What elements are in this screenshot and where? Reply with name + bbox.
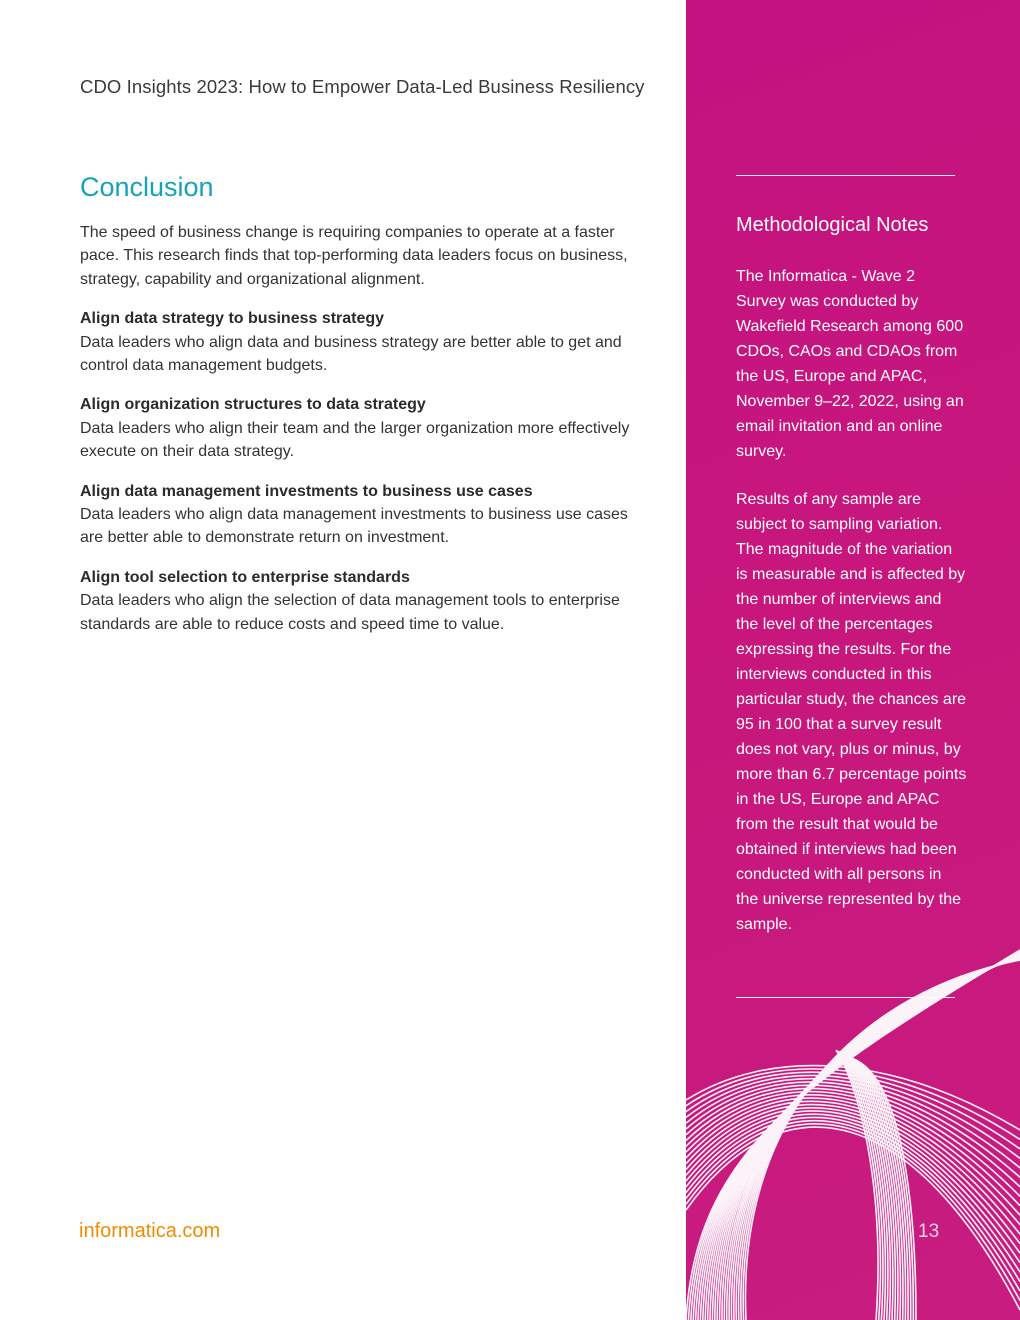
- document-header-title: CDO Insights 2023: How to Empower Data-Led Business Resiliency: [80, 76, 645, 97]
- methodology-paragraph: The Informatica - Wave 2 Survey was conducted by Wakefield Research among 600 CDOs, CAOs and CDAOs from the US, Europe and APAC, November 9–22, 2022, using an email invitation and an online survey.: [736, 268, 964, 460]
- wave-lines-decoration: [686, 930, 1020, 1320]
- conclusion-heading: Conclusion: [80, 172, 214, 202]
- methodology-paragraph: Results of any sample are subject to sampling variation. The magnitude of the variation is measurable and is affected by the number of interviews and the level of the percentages expressing the results. For the interviews conducted in this particular study, the chances are 95 in 100 that a survey result does not vary, plus or minus, by more than 6.7 percentage points in the US, Europe and APAC from the result that would be obtained if interviews had been conducted with all persons in the universe represented by the sample.: [736, 491, 967, 933]
- section-body: Data leaders who align data and business strategy are better able to get and control data management budgets.: [80, 333, 622, 375]
- informatica-website-link[interactable]: informatica.com: [79, 1220, 221, 1242]
- section-body: Data leaders who align their team and the larger organization more effectively execute on their data strategy.: [80, 419, 630, 461]
- section-investments: [80, 480, 640, 550]
- section-organization-structures: [80, 393, 640, 463]
- methodology-sidebar: [686, 0, 1020, 1320]
- page-number: 13: [918, 1221, 940, 1242]
- section-data-strategy: [80, 307, 640, 377]
- section-heading: Align tool selection to enterprise standards: [80, 568, 410, 586]
- sidebar-top-divider: [736, 175, 955, 176]
- section-body: Data leaders who align data management investments to business use cases are better able to demonstrate return on investment.: [80, 506, 628, 547]
- section-heading: Align data strategy to business strategy: [80, 310, 385, 328]
- intro-paragraph: The speed of business change is requiring companies to operate at a faster pace. This research finds that top-performing data leaders focus on business, strategy, capability and organizational alignment.: [80, 224, 628, 288]
- section-heading: Align organization structures to data strategy: [80, 396, 426, 414]
- section-tool-selection: [80, 566, 640, 636]
- sidebar-notes: [736, 264, 968, 960]
- main-content: [80, 172, 640, 652]
- section-heading: Align data management investments to business use cases: [80, 482, 533, 500]
- section-body: Data leaders who align the selection of data management tools to enterprise standards are able to reduce costs and speed time to value.: [80, 592, 620, 633]
- sidebar-heading: Methodological Notes: [736, 214, 929, 236]
